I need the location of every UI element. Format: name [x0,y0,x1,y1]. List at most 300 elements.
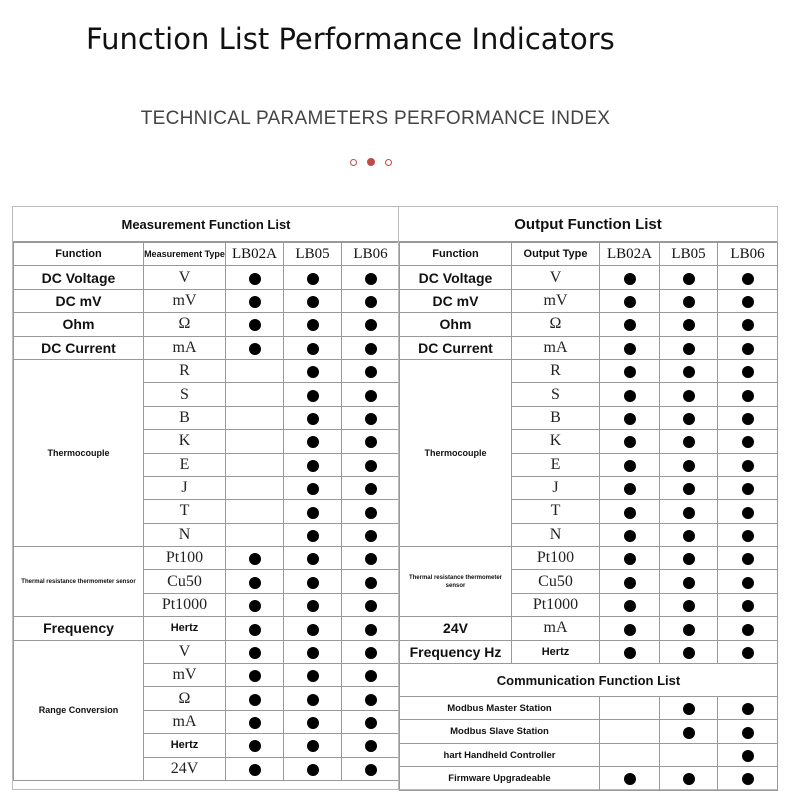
supported-dot-icon [683,483,695,495]
type-cell: N [144,523,226,546]
support-cell [718,570,778,593]
function-cell: Ohm [400,313,512,336]
supported-dot-icon [365,483,377,495]
support-cell [284,687,342,710]
supported-dot-icon [307,600,319,612]
function-cell: Thermocouple [400,359,512,546]
supported-dot-icon [742,343,754,355]
support-cell [600,547,660,570]
supported-dot-icon [624,483,636,495]
support-cell [226,734,284,757]
supported-dot-icon [365,717,377,729]
supported-dot-icon [624,436,636,448]
function-cell: DC mV [14,289,144,312]
supported-dot-icon [624,273,636,285]
function-cell: DC Voltage [14,266,144,289]
supported-dot-icon [742,553,754,565]
supported-dot-icon [365,740,377,752]
supported-dot-icon [683,507,695,519]
supported-dot-icon [624,366,636,378]
type-cell: Ω [144,313,226,336]
support-cell [284,476,342,499]
carousel-dot[interactable] [367,158,375,166]
supported-dot-icon [365,600,377,612]
support-cell [284,430,342,453]
supported-dot-icon [742,647,754,659]
supported-dot-icon [742,460,754,472]
supported-dot-icon [249,694,261,706]
supported-dot-icon [365,624,377,636]
supported-dot-icon [683,530,695,542]
support-cell [284,617,342,640]
measurement-panel-title: Measurement Function List [13,207,399,242]
support-cell [600,313,660,336]
support-cell [226,289,284,312]
supported-dot-icon [624,343,636,355]
support-cell [718,617,778,640]
model-column-header: LB06 [718,243,778,266]
supported-dot-icon [742,273,754,285]
supported-dot-icon [742,727,754,739]
model-column-header: LB05 [284,243,342,266]
function-cell: Firmware Upgradeable [400,767,600,790]
support-cell [226,430,284,453]
support-cell [660,476,718,499]
support-cell [660,697,718,720]
table-row [14,266,400,289]
support-cell [226,266,284,289]
support-cell [226,547,284,570]
function-cell: DC Current [400,336,512,359]
supported-dot-icon [307,553,319,565]
support-cell [660,266,718,289]
support-cell [342,336,400,359]
support-cell [226,523,284,546]
support-cell [718,313,778,336]
supported-dot-icon [365,319,377,331]
supported-dot-icon [249,740,261,752]
support-cell [600,593,660,616]
support-cell [226,359,284,382]
supported-dot-icon [742,577,754,589]
support-cell [284,757,342,780]
supported-dot-icon [249,296,261,308]
supported-dot-icon [307,764,319,776]
measurement-header-row [14,243,400,266]
supported-dot-icon [624,296,636,308]
supported-dot-icon [624,553,636,565]
supported-dot-icon [683,773,695,785]
support-cell [600,430,660,453]
supported-dot-icon [683,413,695,425]
type-cell: V [512,266,600,289]
support-cell [718,430,778,453]
support-cell [600,640,660,663]
carousel-dots [350,158,392,166]
section-title: TECHNICAL PARAMETERS PERFORMANCE INDEX [140,108,611,129]
support-cell [342,430,400,453]
supported-dot-icon [365,694,377,706]
supported-dot-icon [742,390,754,402]
support-cell [342,453,400,476]
support-cell [342,266,400,289]
support-cell [600,570,660,593]
support-cell [284,710,342,733]
function-cell: hart Handheld Controller [400,743,600,766]
supported-dot-icon [365,647,377,659]
support-cell [284,523,342,546]
function-column-header: Function [14,243,144,266]
supported-dot-icon [683,600,695,612]
support-cell [284,313,342,336]
support-cell [718,336,778,359]
support-cell [718,767,778,790]
table-row [400,289,778,312]
type-cell: mA [144,336,226,359]
support-cell [226,313,284,336]
support-cell [660,640,718,663]
function-cell: DC mV [400,289,512,312]
supported-dot-icon [365,413,377,425]
support-cell [342,383,400,406]
support-cell [342,500,400,523]
measurement-table [13,242,400,781]
support-cell [600,289,660,312]
output-table [399,242,778,791]
table-row [14,547,400,570]
support-cell [342,687,400,710]
supported-dot-icon [683,703,695,715]
supported-dot-icon [683,624,695,636]
table-row [400,640,778,663]
output-function-panel [398,206,778,790]
model-column-header: LB06 [342,243,400,266]
support-cell [660,547,718,570]
supported-dot-icon [307,436,319,448]
type-cell: V [144,266,226,289]
supported-dot-icon [742,624,754,636]
supported-dot-icon [365,577,377,589]
type-cell: V [144,640,226,663]
supported-dot-icon [307,577,319,589]
type-cell: J [512,476,600,499]
support-cell [600,767,660,790]
supported-dot-icon [365,343,377,355]
supported-dot-icon [365,436,377,448]
support-cell [660,500,718,523]
support-cell [226,710,284,733]
support-cell [718,720,778,743]
support-cell [226,593,284,616]
type-cell: R [512,359,600,382]
support-cell [226,336,284,359]
carousel-dot[interactable] [350,159,357,166]
type-cell: mA [512,336,600,359]
support-cell [226,617,284,640]
supported-dot-icon [249,577,261,589]
supported-dot-icon [307,460,319,472]
supported-dot-icon [249,764,261,776]
supported-dot-icon [624,390,636,402]
supported-dot-icon [624,530,636,542]
support-cell [226,500,284,523]
support-cell [284,640,342,663]
type-cell: K [512,430,600,453]
function-cell: Range Conversion [14,640,144,780]
type-cell: N [512,523,600,546]
supported-dot-icon [307,694,319,706]
support-cell [284,500,342,523]
supported-dot-icon [365,764,377,776]
support-cell [342,523,400,546]
supported-dot-icon [365,273,377,285]
support-cell [660,767,718,790]
function-cell: Thermal resistance thermometer sensor [14,547,144,617]
supported-dot-icon [365,296,377,308]
supported-dot-icon [624,773,636,785]
support-cell [342,570,400,593]
supported-dot-icon [249,319,261,331]
function-cell: Ohm [14,313,144,336]
support-cell [284,289,342,312]
support-cell [718,523,778,546]
supported-dot-icon [683,460,695,472]
supported-dot-icon [683,366,695,378]
function-cell: Modbus Slave Station [400,720,600,743]
supported-dot-icon [249,600,261,612]
model-column-header: LB02A [600,243,660,266]
type-cell: mV [144,664,226,687]
support-cell [660,336,718,359]
support-cell [284,734,342,757]
supported-dot-icon [742,436,754,448]
supported-dot-icon [683,727,695,739]
support-cell [226,453,284,476]
model-column-header: LB02A [226,243,284,266]
type-cell: B [512,406,600,429]
support-cell [600,500,660,523]
type-cell: E [512,453,600,476]
support-cell [600,617,660,640]
communication-list-title: Communication Function List [400,664,778,697]
model-column-header: LB05 [660,243,718,266]
support-cell [660,313,718,336]
supported-dot-icon [307,740,319,752]
support-cell [660,289,718,312]
supported-dot-icon [624,319,636,331]
support-cell [660,383,718,406]
type-column-header: Output Type [512,243,600,266]
support-cell [600,523,660,546]
support-cell [718,383,778,406]
function-cell: Frequency Hz [400,640,512,663]
supported-dot-icon [742,750,754,762]
support-cell [718,547,778,570]
supported-dot-icon [624,647,636,659]
supported-dot-icon [683,273,695,285]
supported-dot-icon [683,390,695,402]
support-cell [660,359,718,382]
type-cell: Hertz [144,617,226,640]
table-row [400,767,778,790]
supported-dot-icon [365,553,377,565]
support-cell [718,697,778,720]
support-cell [342,476,400,499]
support-cell [342,313,400,336]
table-row [400,266,778,289]
support-cell [660,593,718,616]
support-cell [600,697,660,720]
support-cell [718,640,778,663]
supported-dot-icon [742,413,754,425]
table-row [14,640,400,663]
support-cell [600,453,660,476]
table-row [400,697,778,720]
support-cell [660,430,718,453]
output-panel-title: Output Function List [399,207,777,242]
supported-dot-icon [307,717,319,729]
supported-dot-icon [683,436,695,448]
table-row [400,336,778,359]
type-cell: mA [512,617,600,640]
support-cell [284,547,342,570]
support-cell [660,523,718,546]
supported-dot-icon [307,319,319,331]
support-cell [226,664,284,687]
type-cell: T [144,500,226,523]
type-cell: Pt1000 [144,593,226,616]
supported-dot-icon [307,507,319,519]
supported-dot-icon [307,390,319,402]
table-row [400,547,778,570]
supported-dot-icon [742,319,754,331]
support-cell [718,406,778,429]
table-row [400,617,778,640]
type-cell: Cu50 [512,570,600,593]
function-column-header: Function [400,243,512,266]
table-row [14,289,400,312]
supported-dot-icon [624,413,636,425]
support-cell [600,406,660,429]
support-cell [600,743,660,766]
support-cell [342,593,400,616]
supported-dot-icon [683,343,695,355]
support-cell [718,359,778,382]
communication-header-row [400,664,778,697]
supported-dot-icon [742,483,754,495]
type-cell: Pt100 [144,547,226,570]
supported-dot-icon [624,507,636,519]
support-cell [342,289,400,312]
support-cell [718,743,778,766]
page-title: Function List Performance Indicators [86,22,615,56]
support-cell [342,617,400,640]
table-row [14,336,400,359]
supported-dot-icon [683,319,695,331]
support-cell [718,289,778,312]
support-cell [600,336,660,359]
support-cell [284,266,342,289]
support-cell [600,359,660,382]
support-cell [284,359,342,382]
supported-dot-icon [307,296,319,308]
support-cell [284,453,342,476]
supported-dot-icon [307,483,319,495]
support-cell [226,406,284,429]
support-cell [226,570,284,593]
function-cell: DC Current [14,336,144,359]
supported-dot-icon [249,273,261,285]
output-header-row [400,243,778,266]
supported-dot-icon [249,717,261,729]
supported-dot-icon [742,773,754,785]
support-cell [342,547,400,570]
supported-dot-icon [683,296,695,308]
supported-dot-icon [307,413,319,425]
type-cell: Ω [512,313,600,336]
type-cell: Hertz [144,734,226,757]
type-cell: K [144,430,226,453]
supported-dot-icon [683,553,695,565]
supported-dot-icon [249,343,261,355]
supported-dot-icon [683,647,695,659]
table-row [14,359,400,382]
support-cell [660,617,718,640]
supported-dot-icon [307,624,319,636]
supported-dot-icon [307,530,319,542]
table-row [14,617,400,640]
type-cell: S [144,383,226,406]
support-cell [226,687,284,710]
support-cell [718,500,778,523]
function-cell: Thermocouple [14,359,144,546]
support-cell [342,710,400,733]
supported-dot-icon [249,624,261,636]
carousel-dot[interactable] [385,159,392,166]
support-cell [660,453,718,476]
type-cell: Hertz [512,640,600,663]
support-cell [226,383,284,406]
support-cell [718,476,778,499]
supported-dot-icon [307,366,319,378]
support-cell [718,266,778,289]
support-cell [660,570,718,593]
supported-dot-icon [742,296,754,308]
support-cell [718,593,778,616]
type-cell: Cu50 [144,570,226,593]
support-cell [226,757,284,780]
type-cell: J [144,476,226,499]
support-cell [226,640,284,663]
supported-dot-icon [742,366,754,378]
support-cell [660,720,718,743]
supported-dot-icon [365,530,377,542]
support-cell [660,743,718,766]
table-row [14,313,400,336]
supported-dot-icon [365,460,377,472]
supported-dot-icon [742,507,754,519]
supported-dot-icon [365,366,377,378]
type-cell: Pt1000 [512,593,600,616]
support-cell [284,383,342,406]
supported-dot-icon [307,343,319,355]
type-cell: Pt100 [512,547,600,570]
type-cell: Ω [144,687,226,710]
support-cell [284,664,342,687]
support-cell [718,453,778,476]
support-cell [284,336,342,359]
type-cell: mV [144,289,226,312]
